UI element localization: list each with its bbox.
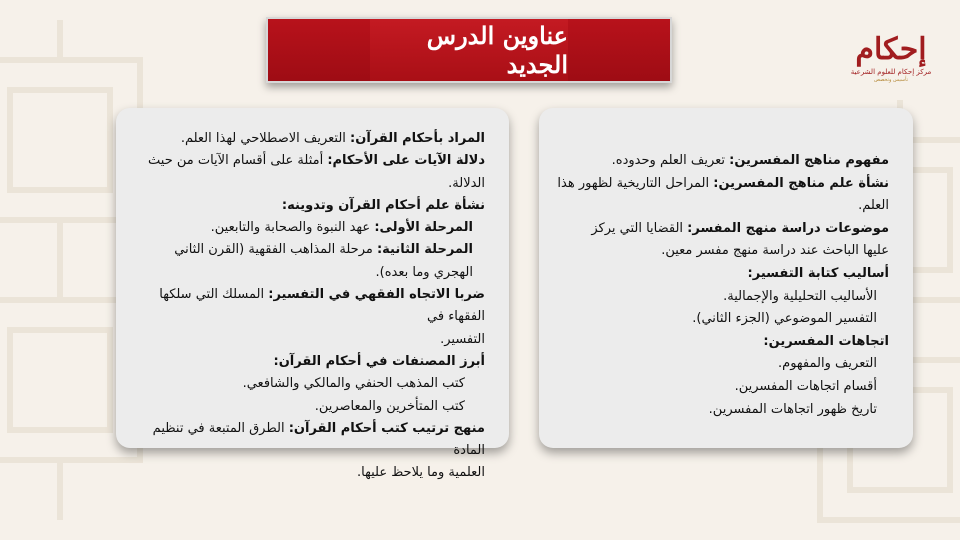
item-text: الأساليب التحليلية والإجمالية. [723,288,877,304]
item-heading: أساليب كتابة التفسير: [747,265,889,281]
list-item [130,329,485,351]
list-item [130,173,485,195]
item-text: التفسير. [440,331,485,347]
item-text: الدلالة. [448,175,485,191]
list-item [553,376,889,399]
item-text: التعريف الاصطلاحي لهذا العلم. [180,131,351,146]
page-title: عناوين الدرس الجديد [426,21,568,79]
item-heading: مفهوم مناهج المفسرين: [729,153,889,168]
list-item [553,195,889,218]
item-text: المراحل التاريخية لظهور هذا [557,175,714,191]
list-item [130,128,485,150]
logo-subtitle: مركز إحكام للعلوم الشرعية [850,68,932,76]
list-item [553,150,889,173]
item-heading: نشأة علم مناهج المفسرين: [713,175,889,191]
item-text: أقسام اتجاهات المفسرين. [734,378,877,394]
list-item [130,217,485,239]
list-item [130,351,485,373]
list-item [130,284,485,329]
list-item [553,331,889,354]
content-card-left [116,108,509,481]
list-item [553,173,889,196]
list-item [553,286,889,309]
item-text: العلم. [858,198,889,214]
list-item [553,353,889,376]
list-item [130,239,485,261]
item-text: مرحلة المذاهب الفقهية (القرن الثاني [174,242,377,258]
item-heading: المرحلة الأولى: [374,220,473,236]
item-text: أمثلة على أقسام الآيات من حيث [148,153,328,169]
item-text: القضايا التي يركز [591,220,688,236]
item-text: عليها الباحث عند دراسة منهج مفسر معين. [661,243,889,259]
item-text: كتب المذهب الحنفي والمالكي والشافعي. [242,376,465,392]
list-item [130,195,485,217]
item-text: تعريف العلم وحدوده. [611,153,730,168]
list-item [553,240,889,263]
item-text: التعريف والمفهوم. [778,356,877,372]
list-item [553,308,889,331]
item-heading: دلالة الآيات على الأحكام: [327,153,485,169]
item-text: عهد النبوة والصحابة والتابعين. [210,220,375,236]
logo-wordmark: إحكام [855,32,927,67]
title-banner-inner [370,19,568,81]
logo [848,32,934,94]
list-item [130,150,485,172]
item-text: العلمية وما يلاحظ عليها. [357,465,485,481]
item-heading: أبرز المصنفات في أحكام القرآن: [273,353,485,369]
list-item [130,373,485,395]
list-item [130,262,485,284]
item-heading: اتجاهات المفسرين: [763,333,889,349]
item-heading: المرحلة الثانية: [376,242,473,258]
item-text: تاريخ ظهور اتجاهات المفسرين. [708,401,877,417]
item-text: الهجري وما بعده). [375,264,473,280]
item-text: كتب المتأخرين والمعاصرين. [314,398,465,414]
item-text: المسلك التي سلكها الفقهاء في [159,287,485,325]
list-item [553,263,889,286]
item-heading: المراد بأحكام القرآن: [350,131,485,146]
item-heading: منهج ترتيب كتب أحكام القرآن: [288,420,485,436]
list-item [130,462,485,484]
item-heading: موضوعات دراسة منهج المفسر: [687,220,889,236]
list-item [130,418,485,463]
list-item [553,218,889,241]
list-item [553,399,889,422]
item-text: الطرق المتبعة في تنظيم المادة [152,420,485,459]
content-card-right [539,108,913,448]
item-heading: نشأة علم أحكام القرآن وتدوينه: [281,197,485,213]
logo-tagline: تأسيس وتخصص [873,77,909,83]
title-banner [266,17,672,83]
list-item [130,396,485,418]
item-heading: ضربا الاتجاه الفقهي في التفسير: [268,287,485,303]
item-text: التفسير الموضوعي (الجزء الثاني). [692,311,877,327]
